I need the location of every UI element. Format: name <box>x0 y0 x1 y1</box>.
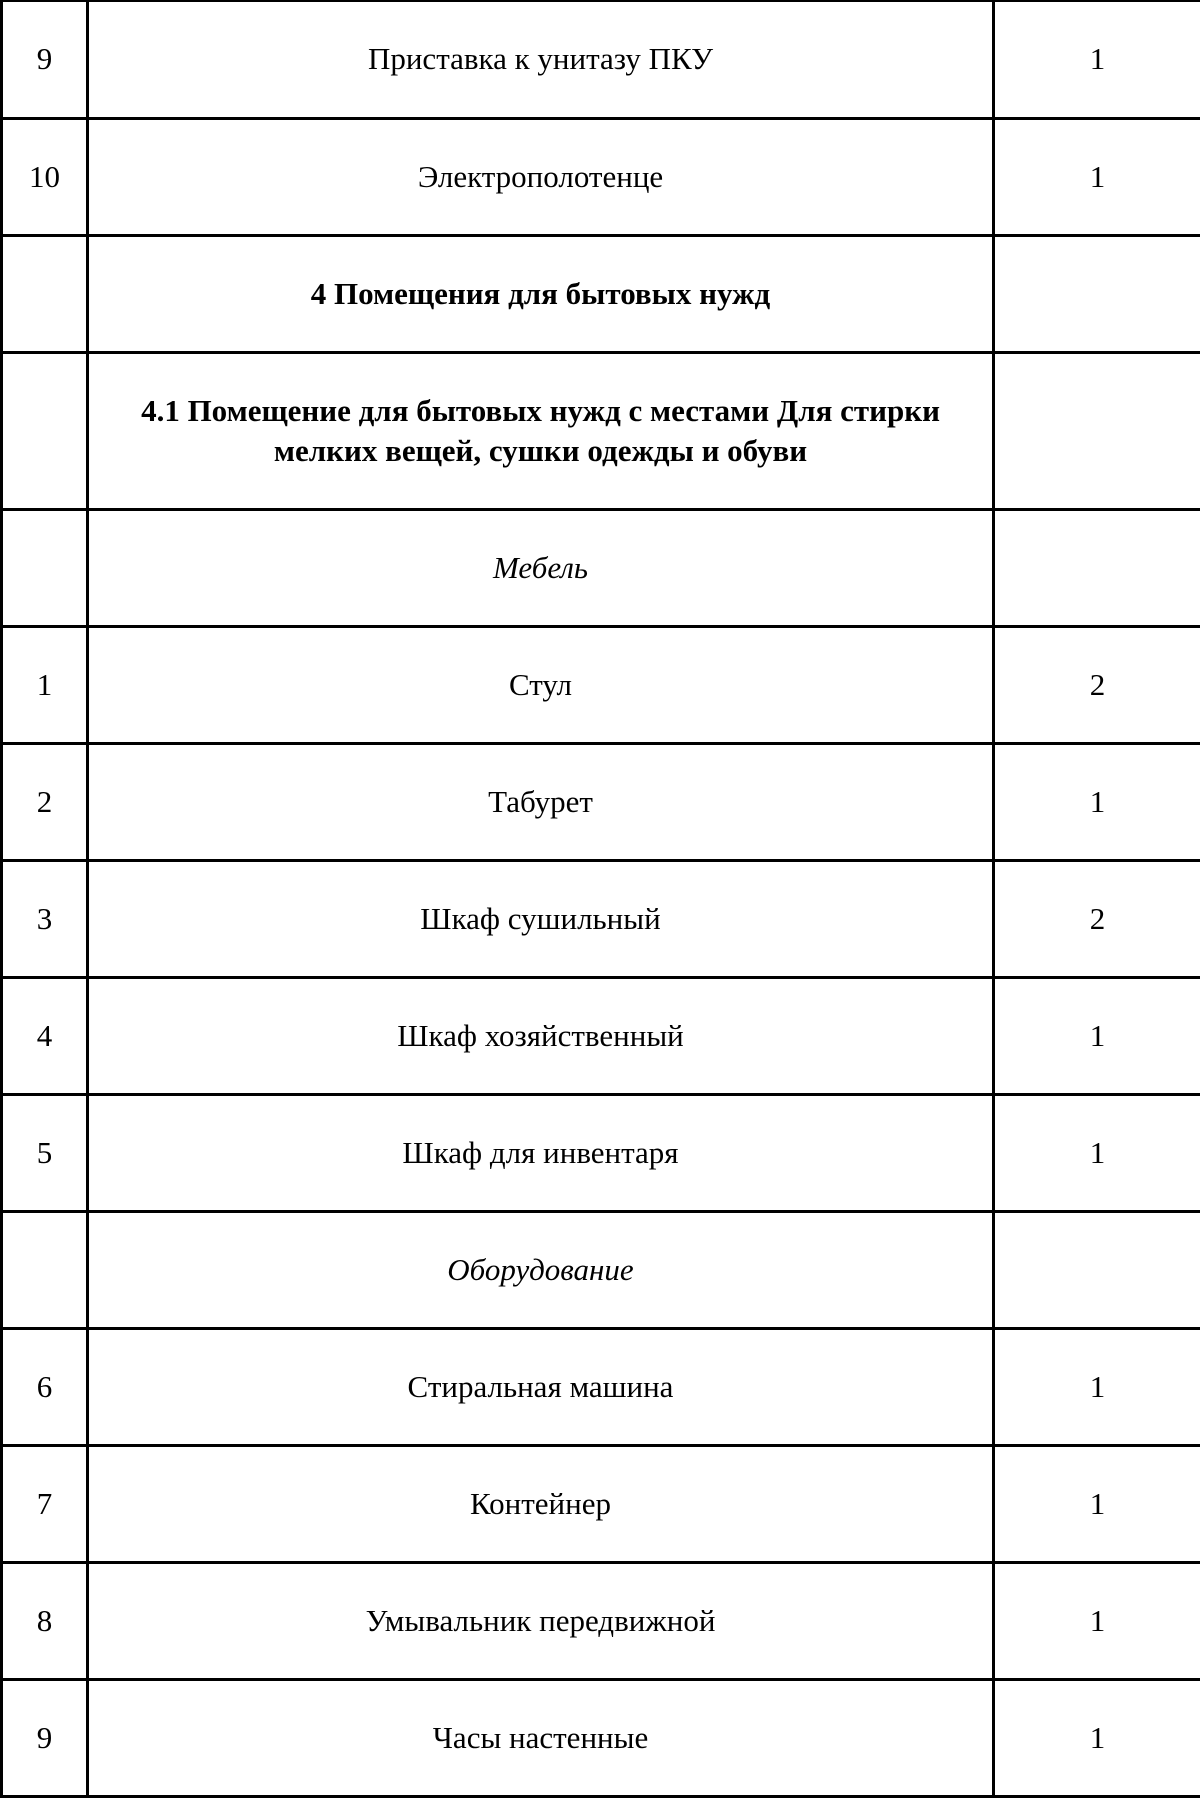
category-row <box>2 1211 1200 1328</box>
item-name: Электрополотенце <box>88 118 994 235</box>
item-name: Шкаф сушильный <box>88 860 994 977</box>
item-name: Стиральная машина <box>88 1328 994 1445</box>
category-label: Оборудование <box>88 1211 994 1328</box>
table-row <box>2 1 1200 118</box>
item-quantity <box>994 352 1200 509</box>
category-row <box>2 509 1200 626</box>
item-name: Умывальник передвижной <box>88 1562 994 1679</box>
section-heading-row <box>2 235 1200 352</box>
row-number: 8 <box>2 1562 88 1679</box>
item-name: Часы настенные <box>88 1679 994 1796</box>
item-name: Шкаф для инвентаря <box>88 1094 994 1211</box>
category-label: Мебель <box>88 509 994 626</box>
subsection-heading-row <box>2 352 1200 509</box>
item-quantity: 2 <box>994 626 1200 743</box>
table-row <box>2 1328 1200 1445</box>
item-quantity: 1 <box>994 1094 1200 1211</box>
table-row <box>2 743 1200 860</box>
table-row <box>2 118 1200 235</box>
item-name: Шкаф хозяйственный <box>88 977 994 1094</box>
section-heading: 4 Помещения для бытовых нужд <box>88 235 994 352</box>
item-quantity <box>994 1211 1200 1328</box>
item-name: Стул <box>88 626 994 743</box>
item-quantity: 2 <box>994 860 1200 977</box>
subsection-heading: 4.1 Помещение для бытовых нужд с местами Для стирки мелких вещей, сушки одежды и обуви <box>88 352 994 509</box>
item-quantity <box>994 509 1200 626</box>
table-row <box>2 1562 1200 1679</box>
item-quantity: 1 <box>994 1445 1200 1562</box>
item-quantity: 1 <box>994 1679 1200 1796</box>
table-row <box>2 1679 1200 1796</box>
row-number: 3 <box>2 860 88 977</box>
item-quantity <box>994 235 1200 352</box>
row-number: 7 <box>2 1445 88 1562</box>
item-quantity: 1 <box>994 1 1200 118</box>
table-row <box>2 1445 1200 1562</box>
item-quantity: 1 <box>994 1562 1200 1679</box>
row-number <box>2 235 88 352</box>
row-number: 10 <box>2 118 88 235</box>
row-number: 9 <box>2 1679 88 1796</box>
row-number: 5 <box>2 1094 88 1211</box>
row-number: 1 <box>2 626 88 743</box>
row-number <box>2 509 88 626</box>
item-quantity: 1 <box>994 977 1200 1094</box>
row-number: 2 <box>2 743 88 860</box>
table-row <box>2 626 1200 743</box>
item-quantity: 1 <box>994 743 1200 860</box>
row-number <box>2 1211 88 1328</box>
row-number: 6 <box>2 1328 88 1445</box>
row-number <box>2 352 88 509</box>
item-name: Контейнер <box>88 1445 994 1562</box>
item-name: Табурет <box>88 743 994 860</box>
table-row <box>2 860 1200 977</box>
table-row <box>2 1094 1200 1211</box>
item-quantity: 1 <box>994 118 1200 235</box>
item-name: Приставка к унитазу ПКУ <box>88 1 994 118</box>
table-row <box>2 977 1200 1094</box>
row-number: 9 <box>2 1 88 118</box>
item-quantity: 1 <box>994 1328 1200 1445</box>
row-number: 4 <box>2 977 88 1094</box>
